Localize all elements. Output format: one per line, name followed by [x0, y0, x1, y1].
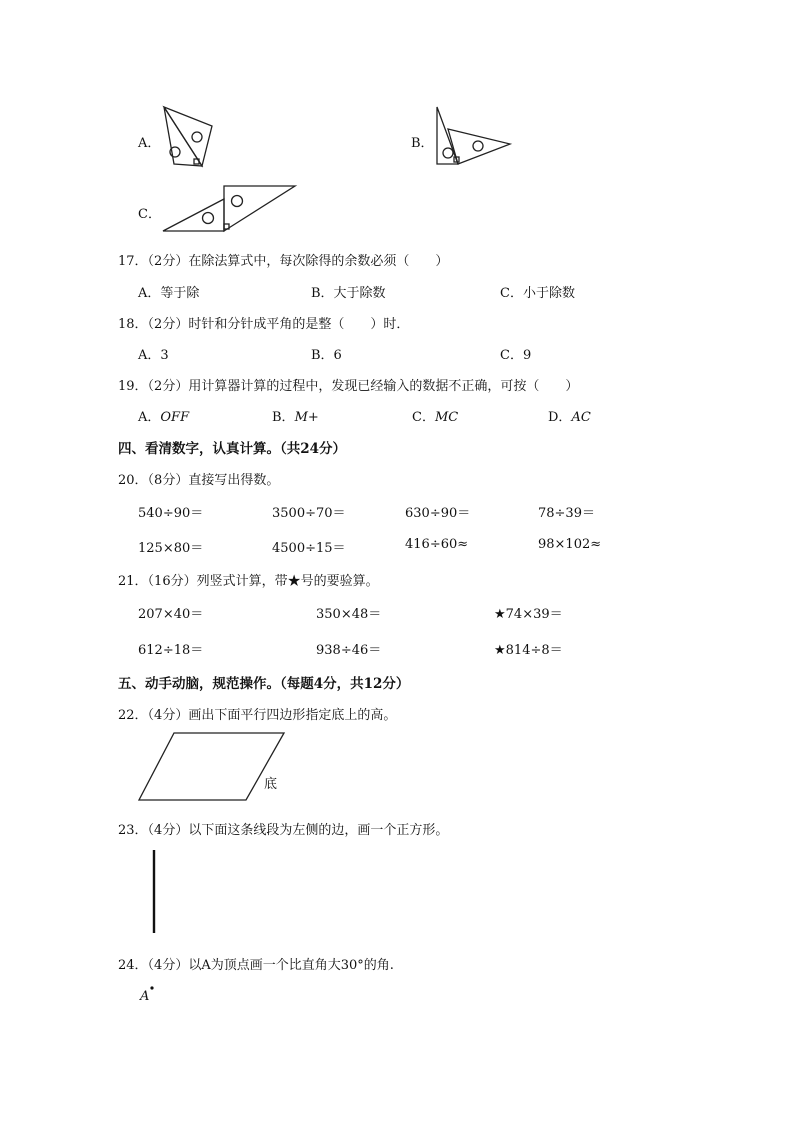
- q19-option-b-letter: B．: [272, 410, 295, 425]
- section-5-heading: 五、动手动脑，规范操作。（每题4分，共12分）: [118, 676, 410, 692]
- q17-option-c: C．小于除数: [500, 286, 575, 301]
- question-19-stem: 19．（2分）用计算器计算的过程中，发现已经输入的数据不正确，可按（ ）: [118, 379, 579, 394]
- set-square-figure-b: [434, 104, 514, 170]
- q20-item: 4500÷15＝: [272, 541, 346, 556]
- q20-item: 630÷90＝: [405, 506, 471, 521]
- parallelogram-base-label: 底: [264, 777, 278, 792]
- vertical-segment-figure: [136, 840, 186, 940]
- q20-item: 78÷39＝: [538, 506, 595, 521]
- q21-item: 207×40＝: [138, 607, 204, 622]
- q20-item: 3500÷70＝: [272, 506, 346, 521]
- set-square-figure-c: [160, 183, 300, 235]
- q19-option-d-value: AC: [571, 410, 591, 425]
- set-square-figure-a: [160, 104, 220, 170]
- q20-item: 98×102≈: [538, 537, 602, 552]
- q21-item: 938÷46＝: [316, 643, 382, 658]
- q19-option-c-letter: C．: [412, 410, 435, 425]
- q20-item: 125×80＝: [138, 541, 204, 556]
- question-23-stem: 23．（4分）以下面这条线段为左侧的边，画一个正方形。: [118, 823, 449, 838]
- q19-option-a: [138, 406, 189, 425]
- q18-option-c: C．9: [500, 348, 532, 363]
- q17-option-b: B．大于除数: [311, 286, 386, 301]
- option-c-label: C．: [138, 207, 161, 222]
- q21-item: ★814÷8＝: [494, 643, 563, 658]
- q17-option-a: A．等于除: [138, 286, 200, 301]
- q21-item: 612÷18＝: [138, 643, 204, 658]
- q19-option-d-letter: D．: [548, 410, 572, 425]
- q21-item: 350×48＝: [316, 607, 382, 622]
- q21-item: ★74×39＝: [494, 607, 563, 622]
- question-20-stem: 20．（8分）直接写出得数。: [118, 473, 280, 488]
- q19-option-a-letter: A．: [138, 410, 161, 425]
- q19-option-a-value: OFF: [160, 410, 190, 425]
- q20-item: 540÷90＝: [138, 506, 204, 521]
- point-a-label: A: [140, 989, 150, 1004]
- q18-option-b: B．6: [311, 348, 342, 363]
- point-a-dot: [148, 984, 156, 992]
- parallelogram-figure: [136, 730, 288, 804]
- q18-option-a: A．3: [138, 348, 169, 363]
- question-24-stem: 24．（4分）以A为顶点画一个比直角大30°的角.: [118, 958, 394, 973]
- section-4-heading: 四、看清数字，认真计算。（共24分）: [118, 441, 347, 457]
- option-a-label: A．: [138, 136, 161, 151]
- question-18-stem: 18．（2分）时针和分针成平角的是整（ ）时．: [118, 317, 410, 332]
- question-22-stem: 22．（4分）画出下面平行四边形指定底上的高。: [118, 708, 397, 723]
- q19-option-b-value: M+: [294, 410, 319, 425]
- q19-option-d: [548, 406, 591, 425]
- question-21-stem: 21．（16分）列竖式计算，带★号的要验算。: [118, 574, 379, 589]
- q19-option-c: [412, 406, 458, 425]
- q19-option-c-value: MC: [434, 410, 459, 425]
- option-b-label: B．: [411, 136, 434, 151]
- q19-option-b: [272, 406, 319, 425]
- q20-item: 416÷60≈: [405, 537, 469, 552]
- question-17-stem: 17．（2分）在除法算式中，每次除得的余数必须（ ）: [118, 254, 449, 269]
